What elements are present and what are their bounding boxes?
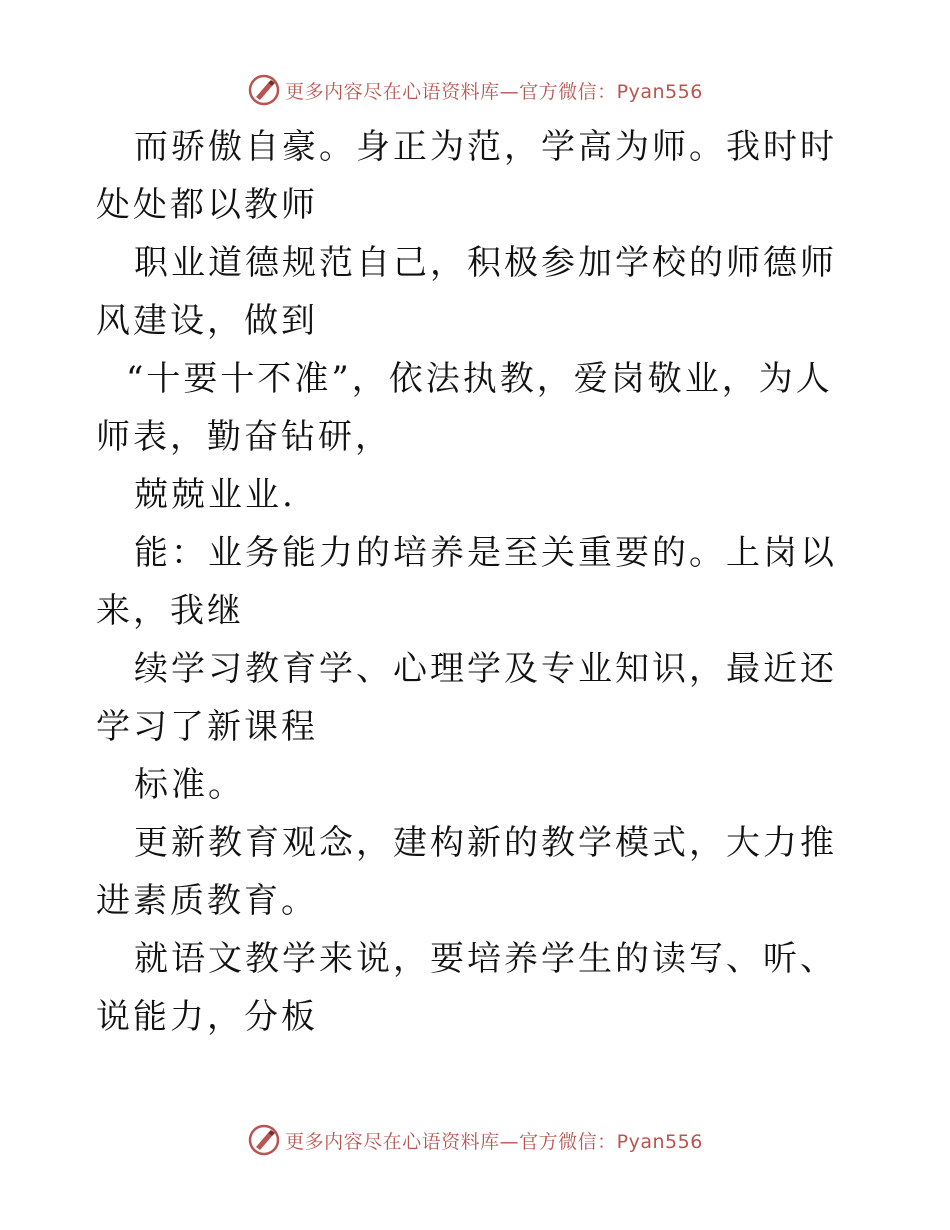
document-body (96, 118, 856, 1046)
pen-logo-icon (247, 1123, 281, 1157)
paragraph: 职业道德规范自己，积极参加学校的师德师风建设，做到 (96, 243, 837, 341)
paragraph: 能：业务能力的培养是至关重要的。上岗以来，我继 (96, 533, 837, 631)
header-banner (0, 70, 950, 110)
paragraph: 标准。 (134, 765, 245, 805)
paragraph: 续学习教育学、心理学及专业知识，最近还学习了新课程 (96, 649, 837, 747)
banner-text: 更多内容尽在心语资料库—官方微信：Pyan556 (285, 80, 703, 103)
banner-text: 更多内容尽在心语资料库—官方微信：Pyan556 (285, 1130, 703, 1153)
paragraph: 兢兢业业. (134, 475, 296, 515)
paragraph: 而骄傲自豪。身正为范，学高为师。我时时处处都以教师 (96, 127, 837, 225)
footer-banner (0, 1120, 950, 1160)
paragraph: 就语文教学来说，要培养学生的读写、听、说能力，分板 (96, 939, 837, 1037)
pen-logo-icon (247, 73, 281, 107)
paragraph: 更新教育观念，建构新的教学模式，大力推进素质教育。 (96, 823, 837, 921)
paragraph: “十要十不准”，依法执教，爱岗敬业，为人师表，勤奋钻研， (96, 359, 833, 457)
